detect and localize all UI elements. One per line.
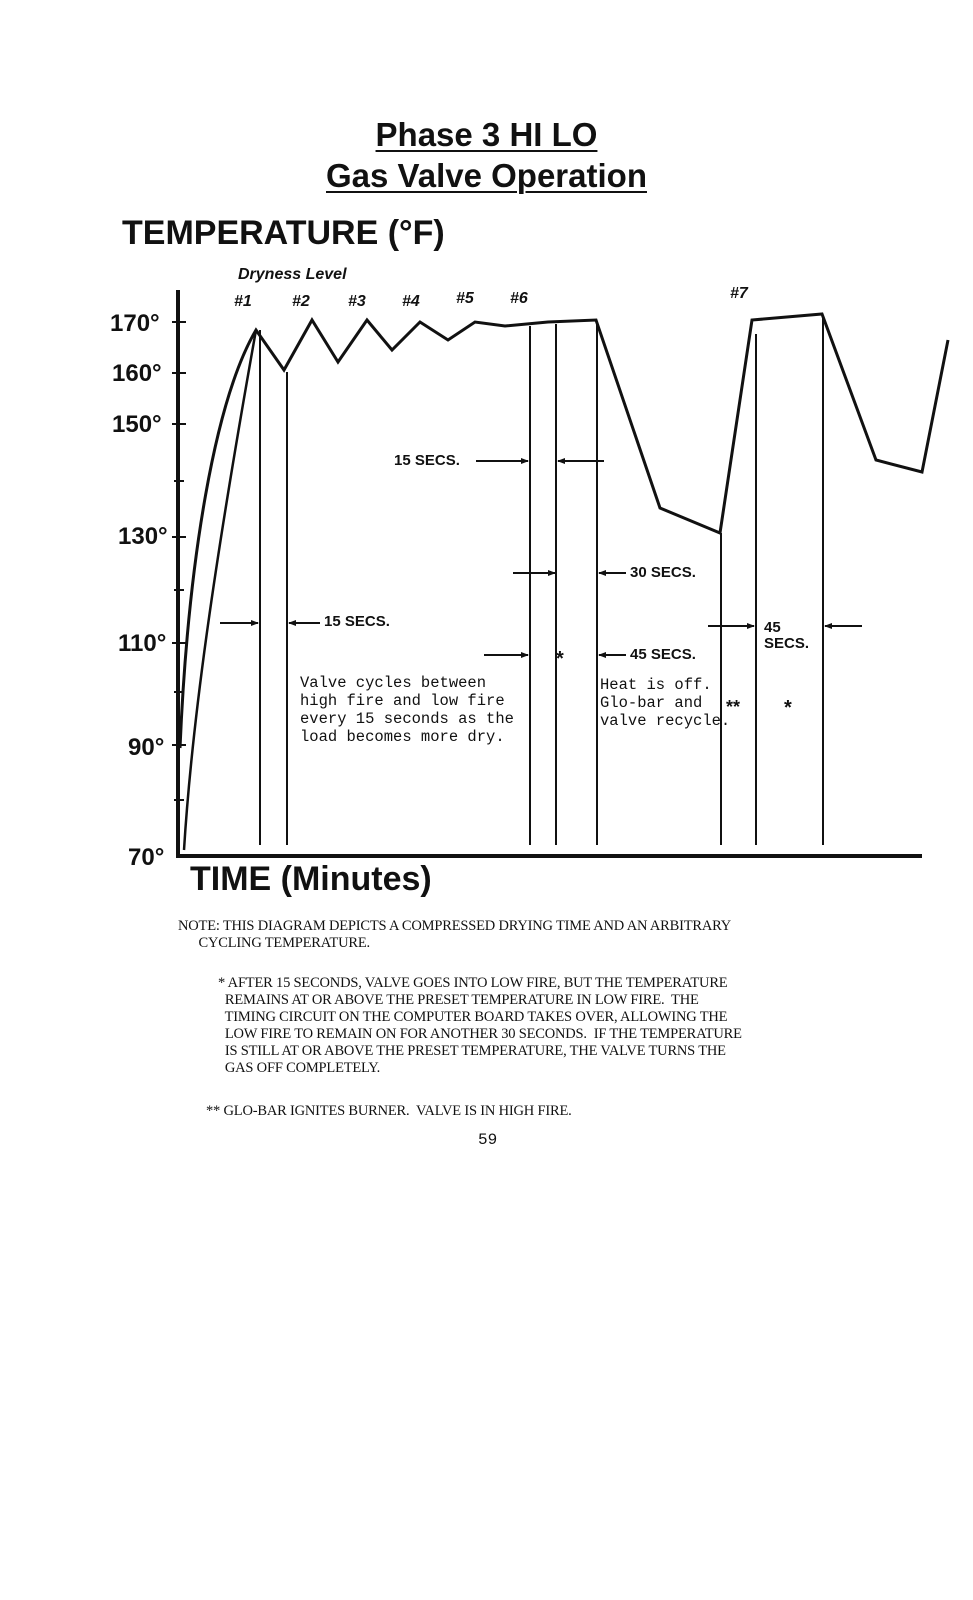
y-tick-70: 70°: [128, 844, 165, 871]
temperature-curve: [180, 314, 948, 748]
label-45-secs-right-unit: SECS.: [764, 635, 810, 652]
dryness-level-label: Dryness Level: [238, 266, 347, 283]
dryness-marker-2: #2: [292, 293, 310, 310]
label-15-secs-upper: 15 SECS.: [394, 452, 460, 469]
page-number: 59: [478, 1131, 498, 1149]
y-tick-160: 160°: [112, 360, 162, 387]
label-45-secs-right-num: 45: [764, 619, 781, 636]
star-marker-c: *: [784, 697, 792, 719]
temperature-curve-ramp: [184, 330, 256, 850]
x-axis-label: TIME (Minutes): [190, 860, 432, 898]
timing-vertical-lines: [260, 316, 823, 845]
heat-off-text: Heat is off. Glo-bar and valve recycle.: [600, 676, 731, 730]
y-tick-110: 110°: [118, 630, 167, 657]
dryness-marker-5: #5: [456, 290, 474, 307]
star-marker-b: **: [726, 697, 741, 717]
y-tick-170: 170°: [110, 310, 160, 337]
label-30-secs: 30 SECS.: [630, 564, 696, 581]
dryness-marker-1: #1: [234, 293, 252, 310]
note-text: NOTE: THIS DIAGRAM DEPICTS A COMPRESSED DRYING TIME AND AN ARBITRARY CYCLING TEMPERATURE.: [178, 918, 732, 951]
y-axis-label: TEMPERATURE (°F): [122, 214, 445, 252]
star-marker-a: *: [556, 648, 564, 670]
valve-cycles-text: Valve cycles between high fire and low fire every 15 seconds as the load becomes more dry.: [300, 674, 514, 746]
title-line-2: Gas Valve Operation: [326, 157, 647, 194]
label-15-secs-lower: 15 SECS.: [324, 613, 390, 630]
y-tick-150: 150°: [112, 411, 162, 438]
dryness-marker-3: #3: [348, 293, 366, 310]
dryness-marker-4: #4: [402, 293, 420, 310]
double-star-note-text: ** GLO-BAR IGNITES BURNER. VALVE IS IN HIGH FIRE.: [206, 1103, 572, 1119]
label-45-secs: 45 SECS.: [630, 646, 696, 663]
star-note-text: * AFTER 15 SECONDS, VALVE GOES INTO LOW FIRE, BUT THE TEMPERATURE REMAINS AT OR ABOVE THE PRESET TEMPERATURE IN LOW FIRE. THE TIMING CIRCUIT ON THE COMPUTER BOARD TAKES OVER, ALLOWING THE LOW FIRE TO REMAIN ON FOR ANOTHER 30 SECONDS. IF THE TEMPERATURE IS STILL AT OR ABOVE THE PRESET TEMPERATURE, THE VALVE TURNS THE GAS OFF COMPLETELY.: [218, 975, 742, 1076]
dryness-marker-6: #6: [510, 290, 528, 307]
title-line-1: Phase 3 HI LO: [375, 116, 598, 153]
y-tick-90: 90°: [128, 734, 165, 761]
dryness-marker-7: #7: [730, 285, 748, 302]
y-tick-130: 130°: [118, 523, 168, 550]
